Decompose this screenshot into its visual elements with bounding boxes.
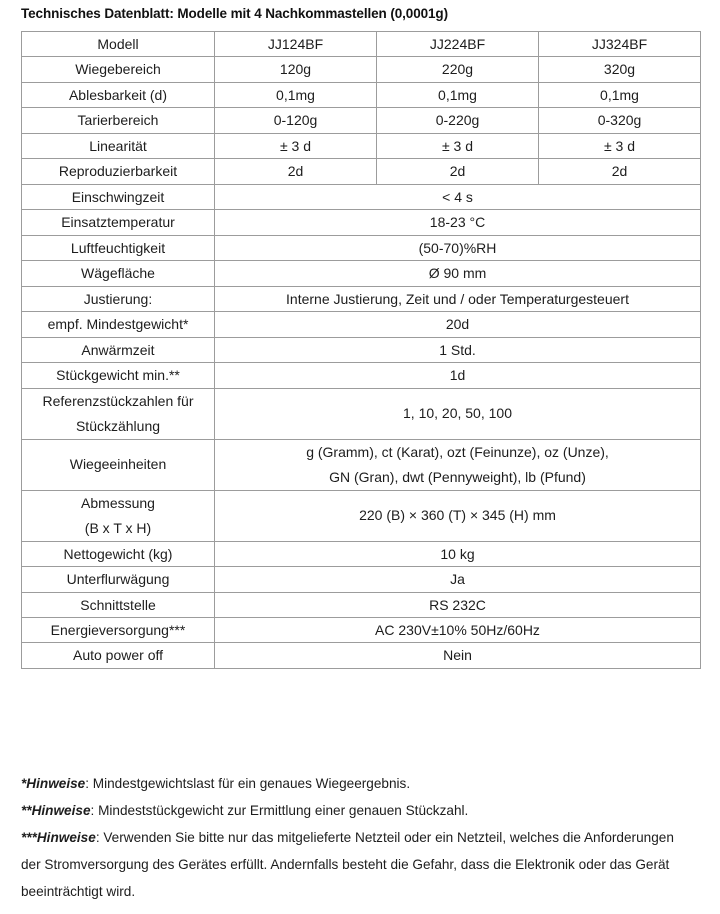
cell-text: Nein xyxy=(443,647,472,664)
cell-text: Stückgewicht min.** xyxy=(56,367,180,384)
row-value-cell xyxy=(377,57,539,82)
cell-text: (50-70)%RH xyxy=(418,239,497,256)
row-label-cell xyxy=(22,617,215,642)
row-value-cell xyxy=(539,57,701,82)
table-row xyxy=(22,337,701,362)
cell-text: 1 Std. xyxy=(439,341,476,358)
row-value-cell xyxy=(539,82,701,107)
table-row xyxy=(22,57,701,82)
row-label-cell xyxy=(22,184,215,209)
cell-text: Tarierbereich xyxy=(77,112,159,129)
cell-text: Justierung: xyxy=(83,290,153,307)
table-row xyxy=(22,159,701,184)
table-row xyxy=(22,643,701,668)
row-label-cell xyxy=(22,643,215,668)
cell-text: 10 kg xyxy=(440,545,475,562)
cell-text: 220 (B) × 360 (T) × 345 (H) mm xyxy=(359,507,556,524)
column-header-label xyxy=(22,32,215,57)
cell-text: 120g xyxy=(279,61,312,78)
footnote xyxy=(21,770,693,797)
column-header-model xyxy=(377,32,539,57)
table-header-row xyxy=(22,32,701,57)
cell-text: Ablesbarkeit (d) xyxy=(68,86,168,103)
table-row xyxy=(22,439,701,490)
table-row xyxy=(22,363,701,388)
row-label-cell xyxy=(22,567,215,592)
cell-text: 18-23 °C xyxy=(429,214,486,231)
cell-text: Linearität xyxy=(89,137,147,154)
cell-text: 2d xyxy=(287,163,304,180)
cell-text: 0,1mg xyxy=(438,86,477,103)
row-value-cell-merged xyxy=(215,592,701,617)
cell-text: 0,1mg xyxy=(600,86,639,103)
table-row xyxy=(22,82,701,107)
table-row xyxy=(22,592,701,617)
row-value-cell-merged xyxy=(215,617,701,642)
row-label-cell xyxy=(22,286,215,311)
row-value-cell xyxy=(215,133,377,158)
cell-text: Wägefläche xyxy=(81,265,155,282)
cell-text: Luftfeuchtigkeit xyxy=(70,239,166,256)
table-row xyxy=(22,567,701,592)
row-label-cell xyxy=(22,108,215,133)
cell-text: Schnittstelle xyxy=(80,596,156,613)
footnote xyxy=(21,797,693,824)
cell-text: Nettogewicht (kg) xyxy=(63,545,173,562)
row-label-cell xyxy=(22,337,215,362)
cell-text: Ja xyxy=(450,571,465,588)
row-value-cell-merged xyxy=(215,363,701,388)
row-label-cell xyxy=(22,261,215,286)
row-label-cell xyxy=(22,312,215,337)
row-value-cell xyxy=(539,133,701,158)
table-row xyxy=(22,184,701,209)
footnote-text: : Verwenden Sie bitte nur das mitgelieferte Netzteil oder ein Netzteil, welches die Anforderungen der Stromversorgung des Gerätes erfüllt. Andernfalls besteht die Gefahr, dass die Elektronik oder das Gerät beeinträchtigt wird. xyxy=(21,830,674,899)
cell-text: ± 3 d xyxy=(603,137,636,154)
cell-text: Auto power off xyxy=(72,647,164,664)
cell-text: g (Gramm), ct (Karat), ozt (Feinunze), oz (Unze), xyxy=(306,444,609,461)
row-value-cell-merged xyxy=(215,643,701,668)
cell-text: Einsatztemperatur xyxy=(61,214,175,231)
row-label-cell xyxy=(22,57,215,82)
table-body xyxy=(22,32,701,669)
table-row xyxy=(22,210,701,235)
row-value-cell-merged xyxy=(215,210,701,235)
cell-text: ± 3 d xyxy=(441,137,474,154)
row-value-cell xyxy=(539,108,701,133)
cell-text: Referenzstückzahlen für xyxy=(42,393,194,410)
table-row xyxy=(22,490,701,541)
cell-text: 0-120g xyxy=(273,112,318,129)
cell-text: Anwärmzeit xyxy=(81,341,155,358)
cell-text: Abmessung xyxy=(81,495,155,512)
row-value-cell-merged xyxy=(215,439,701,490)
row-label-cell xyxy=(22,490,215,541)
footnote-text: : Mindeststückgewicht zur Ermittlung einer genauen Stückzahl. xyxy=(90,803,469,818)
row-value-cell-merged xyxy=(215,567,701,592)
cell-text: Einschwingzeit xyxy=(71,188,165,205)
column-header-model xyxy=(215,32,377,57)
cell-text: Unterflurwägung xyxy=(66,571,170,588)
cell-text: Wiegebereich xyxy=(75,61,161,78)
page-title: Technisches Datenblatt: Modelle mit 4 Nachkommastellen (0,0001g) xyxy=(21,6,448,21)
table-row xyxy=(22,312,701,337)
cell-text: 220g xyxy=(441,61,474,78)
cell-text: JJ324BF xyxy=(591,36,648,52)
row-label-cell xyxy=(22,363,215,388)
row-value-cell xyxy=(215,82,377,107)
row-label-cell xyxy=(22,210,215,235)
cell-text: JJ124BF xyxy=(267,36,324,52)
row-value-cell-merged xyxy=(215,388,701,439)
cell-text: empf. Mindestgewicht* xyxy=(47,316,189,333)
column-header-model xyxy=(539,32,701,57)
row-value-cell-merged xyxy=(215,286,701,311)
row-value-cell-merged xyxy=(215,312,701,337)
cell-text: 20d xyxy=(445,316,470,333)
row-value-cell xyxy=(215,159,377,184)
footnote-lead: *Hinweise xyxy=(21,776,86,791)
row-value-cell xyxy=(377,82,539,107)
cell-text: RS 232C xyxy=(429,596,486,613)
cell-text-line2: Stückzählung xyxy=(75,417,161,434)
cell-text: AC 230V±10% 50Hz/60Hz xyxy=(375,621,540,638)
row-label-cell xyxy=(22,592,215,617)
row-label-cell xyxy=(22,82,215,107)
cell-text: 0-220g xyxy=(435,112,480,129)
row-value-cell xyxy=(377,108,539,133)
cell-text: 0-320g xyxy=(597,112,642,129)
cell-text: 1d xyxy=(449,367,466,384)
row-value-cell-merged xyxy=(215,490,701,541)
cell-text: 0,1mg xyxy=(276,86,315,103)
table-row xyxy=(22,388,701,439)
cell-text: Modell xyxy=(97,36,139,52)
table-row xyxy=(22,261,701,286)
table-row xyxy=(22,133,701,158)
cell-text: Wiegeeinheiten xyxy=(69,456,167,473)
cell-text: Ø 90 mm xyxy=(428,265,487,282)
cell-text: 2d xyxy=(611,163,628,180)
cell-text: 2d xyxy=(449,163,466,180)
row-value-cell xyxy=(377,159,539,184)
row-value-cell-merged xyxy=(215,541,701,566)
table-row xyxy=(22,541,701,566)
row-label-cell xyxy=(22,388,215,439)
row-label-cell xyxy=(22,133,215,158)
row-value-cell-merged xyxy=(215,235,701,260)
cell-text: JJ224BF xyxy=(429,36,486,52)
row-value-cell xyxy=(215,108,377,133)
cell-text: < 4 s xyxy=(442,188,473,205)
cell-text: 320g xyxy=(603,61,636,78)
cell-text: Interne Justierung, Zeit und / oder Temperaturgesteuert xyxy=(286,290,629,307)
table-row xyxy=(22,235,701,260)
row-label-cell xyxy=(22,235,215,260)
cell-text: Reproduzierbarkeit xyxy=(58,163,178,180)
row-label-cell xyxy=(22,159,215,184)
table-row xyxy=(22,617,701,642)
row-value-cell xyxy=(377,133,539,158)
footnote-lead: ***Hinweise xyxy=(21,830,96,845)
cell-text-line2: GN (Gran), dwt (Pennyweight), lb (Pfund) xyxy=(329,468,586,485)
row-value-cell-merged xyxy=(215,261,701,286)
cell-text: Energieversorgung*** xyxy=(50,621,186,638)
cell-text: ± 3 d xyxy=(279,137,312,154)
footnote xyxy=(21,824,693,905)
footnotes-section xyxy=(21,770,693,905)
footnote-text: : Mindestgewichtslast für ein genaues Wiegeergebnis. xyxy=(85,776,411,791)
row-value-cell-merged xyxy=(215,337,701,362)
table-row xyxy=(22,108,701,133)
footnote-lead: **Hinweise xyxy=(21,803,91,818)
specifications-table xyxy=(21,31,701,669)
cell-text: 1, 10, 20, 50, 100 xyxy=(403,405,512,422)
row-label-cell xyxy=(22,541,215,566)
row-label-cell xyxy=(22,439,215,490)
row-value-cell xyxy=(539,159,701,184)
cell-text-line2: (B x T x H) xyxy=(84,519,152,536)
row-value-cell-merged xyxy=(215,184,701,209)
row-value-cell xyxy=(215,57,377,82)
table-row xyxy=(22,286,701,311)
